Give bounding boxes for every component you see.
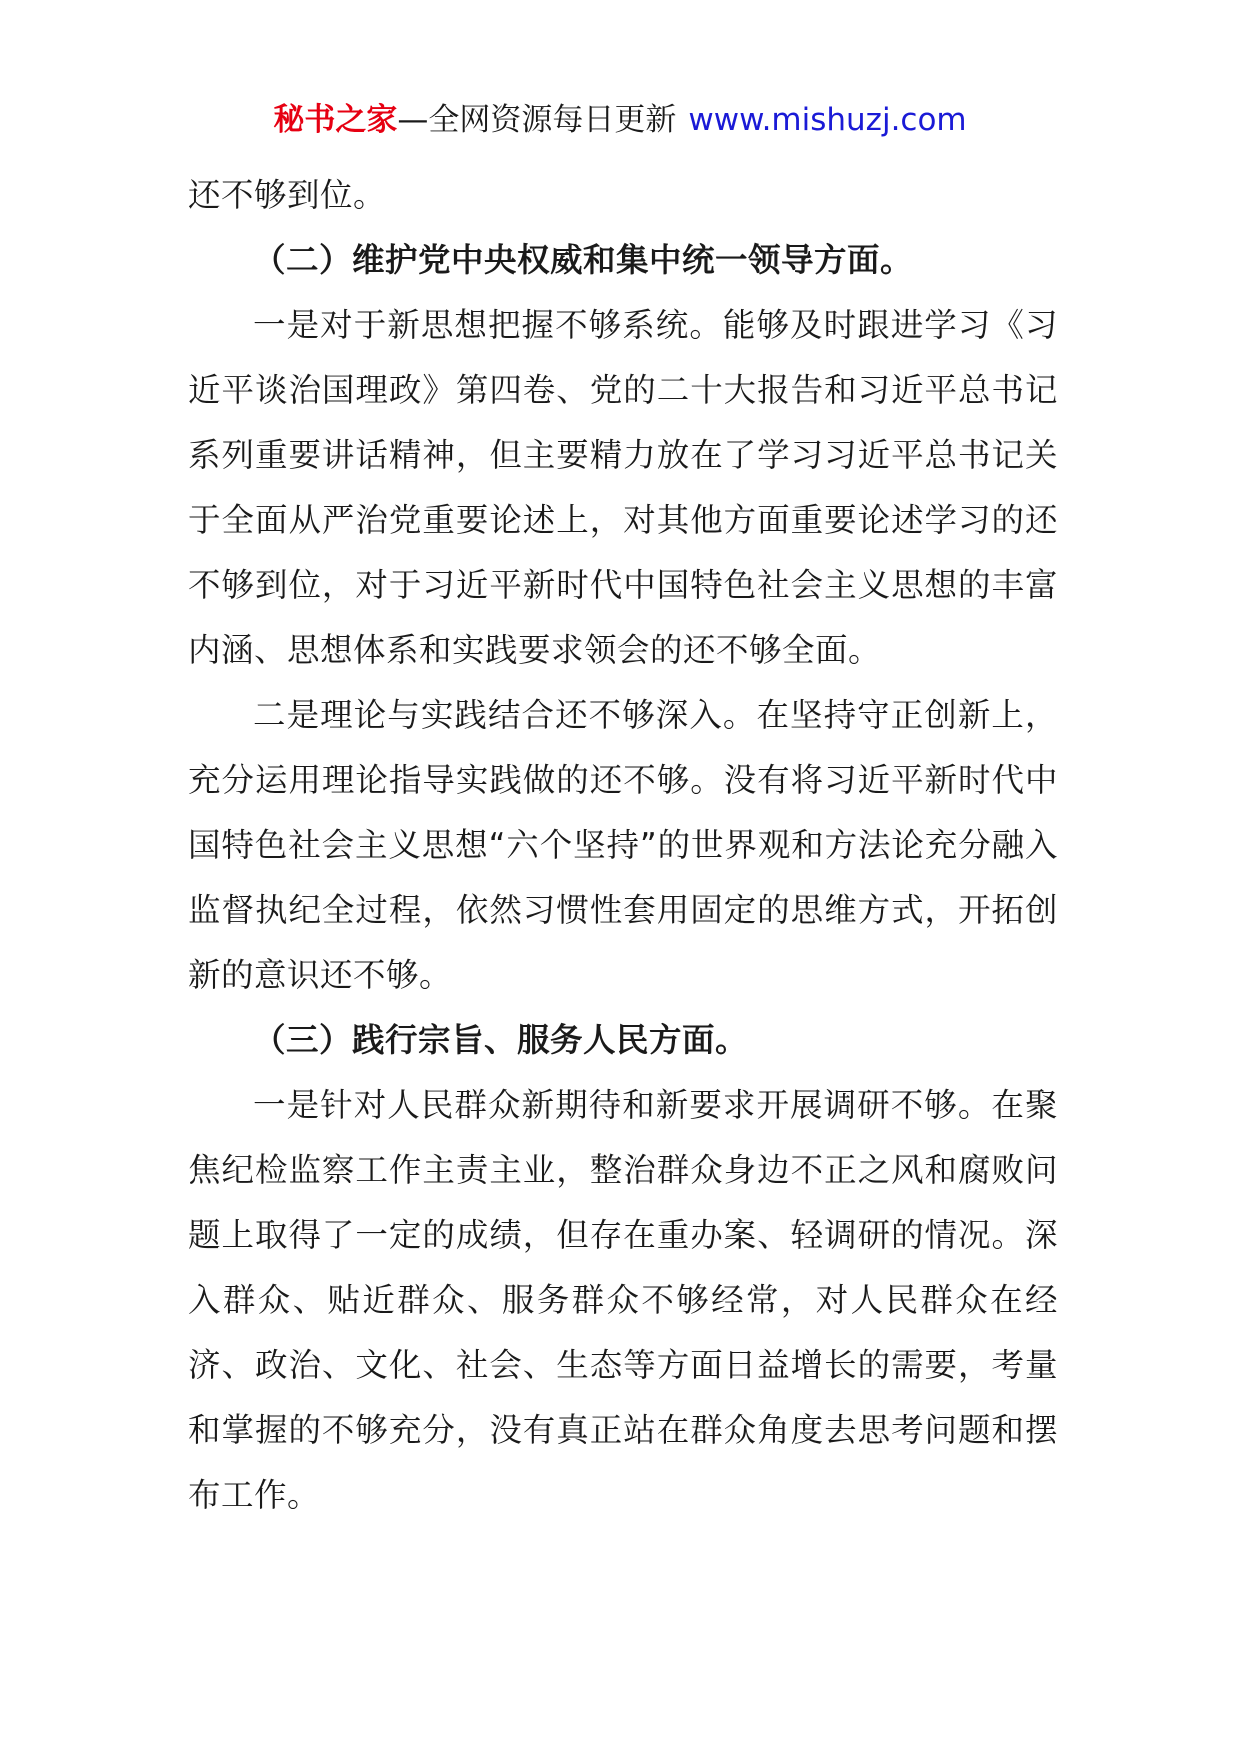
section-heading-3: （三）践行宗旨、服务人民方面。: [253, 1021, 749, 1059]
paragraph: 一是针对人民群众新期待和新要求开展调研不够。在聚焦纪检监察工作主责主业，整治群众身边不正之风和腐败问题上取得了一定的成绩，但存在重办案、轻调研的情况。深入群众、贴近群众、服务群众不够经常，对人民群众在经济、政治、文化、社会、生态等方面日益增长的需要，考量和掌握的不够充分，没有真正站在群众角度去思考问题和摆布工作。: [188, 1086, 1058, 1514]
site-url-link[interactable]: www.mishuzj.com: [688, 102, 967, 138]
section-heading-2: （二）维护党中央权威和集中统一领导方面。: [253, 241, 914, 279]
paragraph: 二是理论与实践结合还不够深入。在坚持守正创新上，充分运用理论指导实践做的还不够。没有将习近平新时代中国特色社会主义思想“六个坚持”的世界观和方法论充分融入监督执纪全过程，依然习惯性套用固定的思维方式，开拓创新的意识还不够。: [188, 696, 1058, 994]
header-tagline: —全网资源每日更新: [397, 102, 677, 138]
site-header: [0, 100, 1240, 140]
paragraph-continuation: 还不够到位。: [188, 176, 387, 214]
document-body: [188, 163, 1058, 1528]
brand-name: 秘书之家: [273, 102, 398, 138]
paragraph: 一是对于新思想把握不够系统。能够及时跟进学习《习近平谈治国理政》第四卷、党的二十大报告和习近平总书记系列重要讲话精神，但主要精力放在了学习习近平总书记关于全面从严治党重要论述上，对其他方面重要论述学习的还不够到位，对于习近平新时代中国特色社会主义思想的丰富内涵、思想体系和实践要求领会的还不够全面。: [188, 306, 1058, 669]
